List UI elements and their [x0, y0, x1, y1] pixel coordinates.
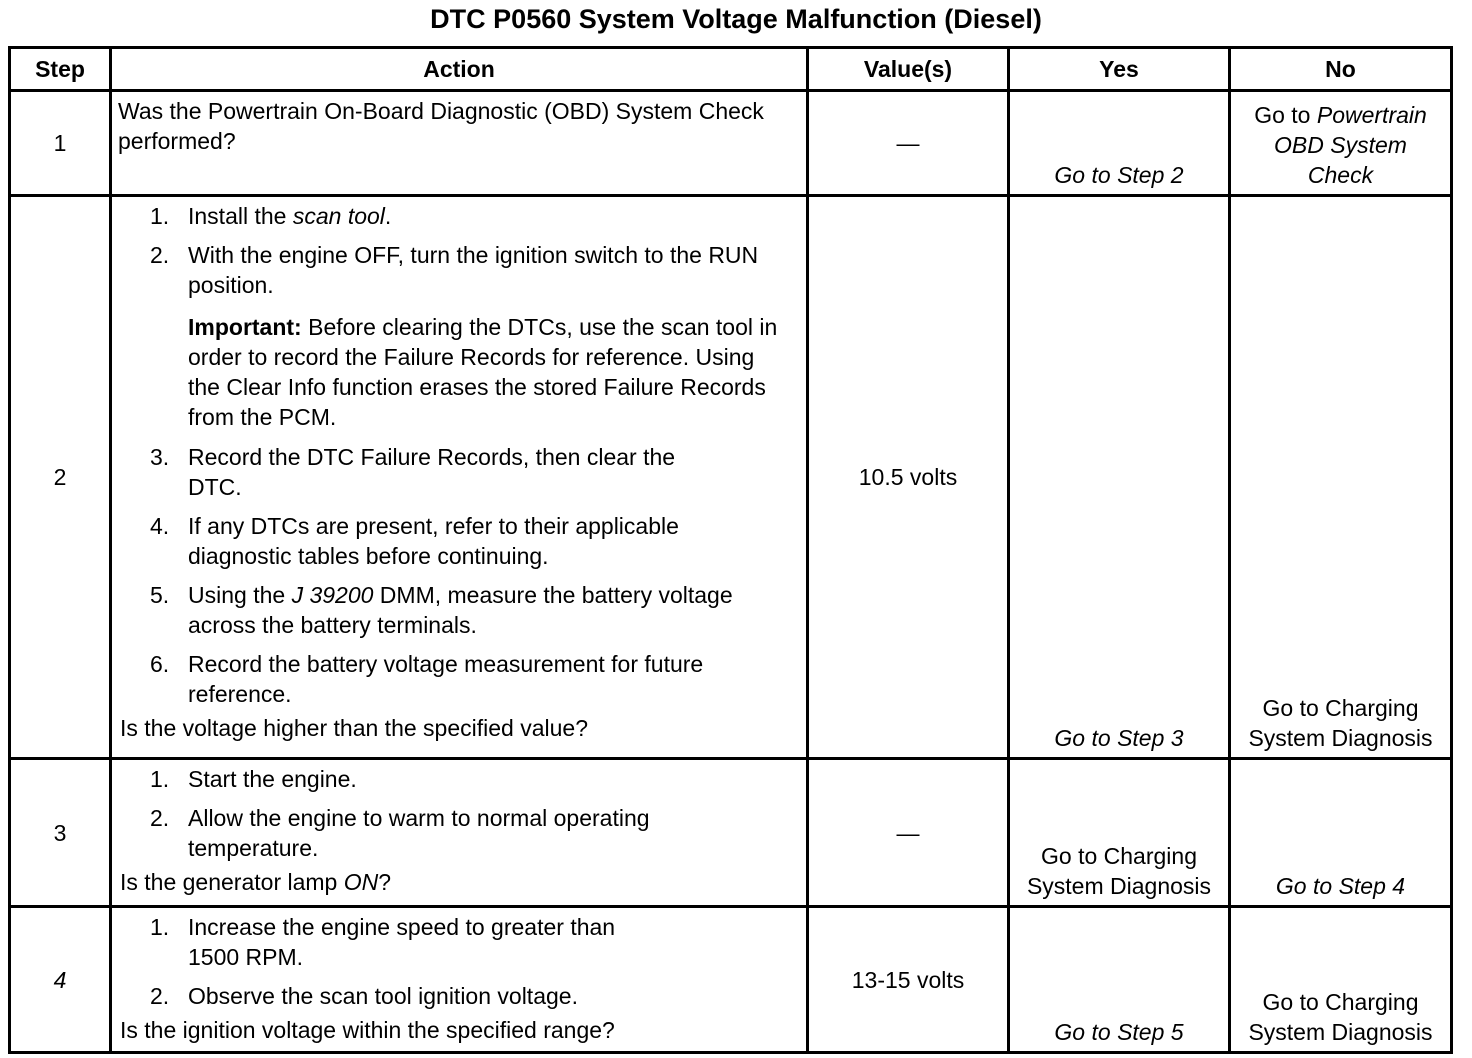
item-number: 1.	[150, 766, 170, 792]
no-text: Go to Charging System Diagnosis	[1248, 695, 1433, 751]
item-number: 5.	[150, 582, 170, 608]
action-question: Is the voltage higher than the specified value?	[120, 715, 588, 741]
list-item	[112, 442, 806, 502]
question-text-end: ?	[378, 869, 392, 895]
action-list	[112, 201, 806, 300]
item-number: 3.	[150, 444, 170, 470]
header-yes: Yes	[1009, 48, 1230, 91]
item-emphasis: J 39200	[291, 582, 374, 608]
header-no: No	[1230, 48, 1452, 91]
item-number: 2.	[150, 242, 170, 268]
action-cell	[111, 759, 808, 907]
yes-text: Go to Step 2	[1054, 162, 1184, 188]
action-cell	[111, 907, 808, 1053]
action-list	[112, 764, 806, 863]
header-action: Action	[111, 48, 808, 91]
item-number: 2.	[150, 805, 170, 831]
item-text: Using the	[188, 582, 292, 608]
no-text: Go to Charging System Diagnosis	[1248, 989, 1433, 1045]
yes-text: Go to Charging System Diagnosis	[1026, 843, 1212, 899]
important-text: Before clearing the DTCs, use the scan tool in order to record the Failure Records for reference. Using the Clear Info function erases the stored Failure Records from the PCM.	[188, 314, 778, 430]
no-cell	[1230, 91, 1452, 196]
item-text: Increase the engine speed to greater than 1500 RPM.	[188, 914, 616, 970]
no-cell	[1230, 907, 1452, 1053]
item-number: 1.	[150, 914, 170, 940]
list-item	[112, 981, 806, 1011]
no-text-link: Powertrain OBD System Check	[1274, 102, 1427, 188]
action-list	[112, 442, 806, 709]
item-text: Start the engine.	[188, 766, 357, 792]
action-question: Was the Powertrain On-Board Diagnostic (OBD) System Check performed?	[118, 98, 764, 154]
table-header-row	[10, 48, 1452, 91]
action-cell	[111, 196, 808, 759]
list-item	[112, 240, 806, 300]
table-row	[10, 907, 1452, 1053]
no-text: Go to Step 4	[1275, 873, 1406, 899]
diagnostic-table	[8, 46, 1453, 1054]
question-emphasis: ON	[343, 869, 379, 895]
no-text-prefix: Go to	[1254, 102, 1317, 128]
yes-text: Go to Step 5	[1054, 1019, 1184, 1045]
question-text: Is the generator lamp	[120, 869, 344, 895]
yes-cell	[1009, 759, 1230, 907]
yes-cell	[1009, 91, 1230, 196]
important-note	[112, 312, 806, 432]
table-row	[10, 759, 1452, 907]
action-question	[112, 867, 806, 900]
step-number	[10, 907, 111, 1053]
list-item	[112, 201, 806, 231]
yes-cell	[1009, 907, 1230, 1053]
list-item	[112, 912, 806, 972]
value-cell: 13-15 volts	[808, 907, 1009, 1053]
item-number: 2.	[150, 983, 170, 1009]
page-title: DTC P0560 System Voltage Malfunction (Diesel)	[430, 4, 1042, 34]
header-values: Value(s)	[808, 48, 1009, 91]
list-item	[112, 580, 806, 640]
table-row	[10, 196, 1452, 759]
item-emphasis: scan tool	[292, 203, 385, 229]
list-item	[112, 764, 806, 794]
step-number-text: 4	[53, 966, 67, 993]
list-item	[112, 649, 806, 709]
value-cell: —	[808, 759, 1009, 907]
item-text: Observe the scan tool ignition voltage.	[188, 983, 578, 1009]
item-text: If any DTCs are present, refer to their applicable diagnostic tables before continuing.	[188, 513, 679, 569]
item-text: Allow the engine to warm to normal operating temperature.	[188, 805, 650, 861]
value-cell: —	[808, 91, 1009, 196]
item-number: 1.	[150, 203, 170, 229]
item-text-end: DMM, measure the battery voltage across the battery terminals.	[188, 582, 733, 638]
action-cell	[111, 91, 808, 196]
item-text: With the engine OFF, turn the ignition switch to the RUN position.	[188, 242, 759, 298]
item-text: Record the battery voltage measurement for future reference.	[188, 651, 704, 707]
no-cell	[1230, 759, 1452, 907]
list-item	[112, 511, 806, 571]
table-row	[10, 91, 1452, 196]
list-item	[112, 803, 806, 863]
no-cell	[1230, 196, 1452, 759]
yes-cell	[1009, 196, 1230, 759]
item-number: 6.	[150, 651, 170, 677]
item-text: Install the	[188, 203, 293, 229]
action-list	[112, 912, 806, 1011]
step-number: 2	[10, 196, 111, 759]
yes-text: Go to Step 3	[1054, 725, 1184, 751]
step-number: 3	[10, 759, 111, 907]
action-question: Is the ignition voltage within the specified range?	[120, 1017, 615, 1043]
item-text: Record the DTC Failure Records, then clear the DTC.	[188, 444, 676, 500]
value-cell: 10.5 volts	[808, 196, 1009, 759]
header-step: Step	[10, 48, 111, 91]
item-text-end: .	[384, 203, 392, 229]
item-number: 4.	[150, 513, 170, 539]
step-number: 1	[10, 91, 111, 196]
important-label: Important:	[188, 314, 302, 340]
